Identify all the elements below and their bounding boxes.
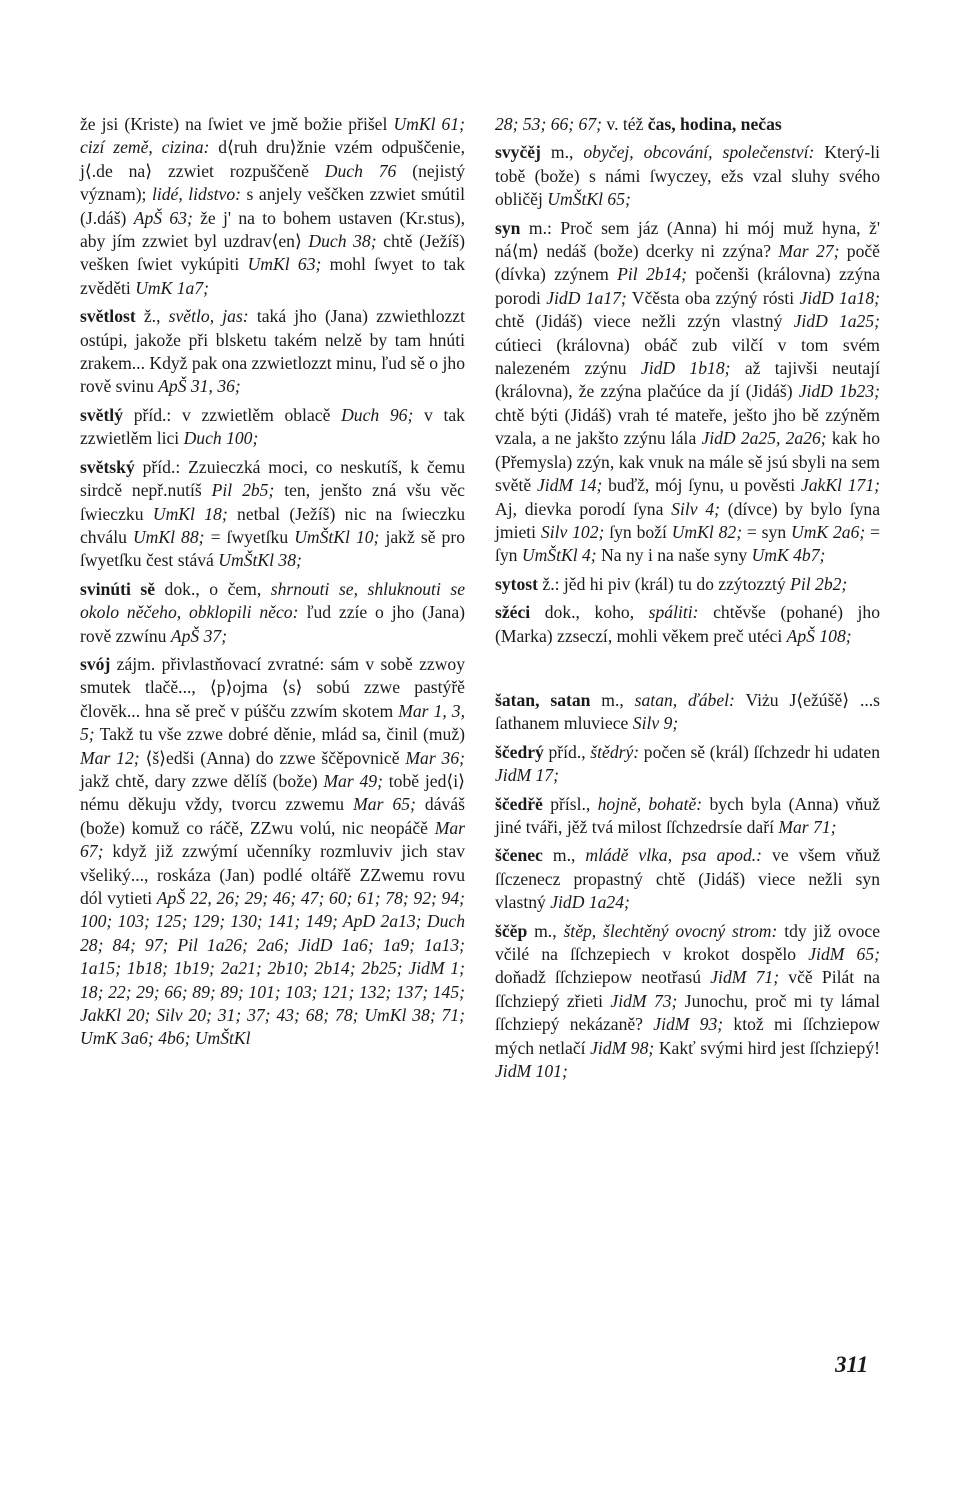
italic-text: Mar 36;	[405, 747, 465, 768]
entry-text: ktož mi ſſchziepow mých netlačí	[495, 1014, 880, 1058]
entry-text: m.: Proč sem jáz (Anna) hi mój muž hyna, ž' ná⟨m⟩ nedáš (bože) dcerky ni zzýna?	[495, 217, 880, 262]
entry-text: (nejistý význam);	[80, 160, 465, 205]
entry-text: m.,	[542, 845, 586, 866]
italic-text: Duch 76	[324, 160, 397, 181]
entry-text: zájm. přivlastňovací zvratné: sám v sobě zzwoy smutek tlačě..., ⟨p⟩ojma ⟨s⟩ sobú zzwe pastýřě človĕk... hna sě preč v púšču zzwím skotem	[80, 653, 465, 721]
italic-text: JakKl 171;	[800, 475, 880, 496]
right-column-top	[495, 113, 880, 648]
entry-text: mohl ſwyet to tak zvěděti	[80, 254, 465, 298]
entry-text: kak ho (Přemysla) zzýn, kak vnuk na mále sě jsú sbyli na sem světě	[495, 428, 880, 496]
entry-text: tdy již ovoce včilé na ſſchzepiech v krokot dospělo	[495, 920, 880, 964]
entry-text: až tajivši neutají (královna), že zzýna plačúce da jí (Jidáš)	[495, 358, 880, 402]
headword: sžéci	[495, 602, 531, 623]
italic-text: Mar 49;	[323, 770, 383, 791]
entry-text: počenši (královna) zzýna porodi	[495, 264, 881, 308]
italic-text: Pil 2b5;	[211, 480, 275, 501]
headword: světlost	[80, 306, 136, 327]
entry-text: taká jho (Jana) zzwiethlozzt ostúpi, jakože při blsketu takém nelzě by tam hnúti zrakem... Když pak ona zzwietlozzt minu, ľud sě o jho rově svinu	[80, 306, 465, 397]
italic-text: UmK 2a6;	[790, 521, 866, 542]
entry-text: d⟨ruh dru⟩žnie vzém odpuščenie, j⟨.de na⟩ zzwiet rozpuščeně	[80, 137, 465, 181]
entry-text: = ſwyetſku	[204, 526, 295, 547]
entry-text: m.,	[527, 920, 564, 941]
headword: ščedřě	[495, 793, 543, 814]
entry-text: netbal (Ježíš) nic na ſwieczku chválu	[80, 503, 465, 547]
entry-text: v tak zzwietlěm lici	[80, 404, 465, 449]
entry-text: cútieci (královna) obáč zub vilčí v tom svém nalezeném zzýnu	[495, 334, 880, 379]
headword: sytost	[495, 573, 539, 594]
entry-text: ľud zzíe o jho (Jana) rově zzwínu	[80, 602, 466, 646]
italic-text: JidM 71;	[710, 967, 780, 988]
dictionary-entry	[80, 456, 465, 573]
italic-text: Duch 38;	[308, 231, 377, 252]
entry-text: včě Pilát na ſſchziepý zřieti	[495, 967, 880, 1011]
entry-text: m.,	[590, 689, 635, 710]
entry-text: jakž chtě, dary zzwe dělíš (bože)	[80, 770, 324, 791]
dictionary-entry	[495, 920, 880, 1084]
italic-text: mládě vlka, psa apod.:	[585, 845, 763, 866]
italic-text: Mar 27;	[778, 241, 840, 262]
italic-text: JidD 2a25, 2a26;	[701, 428, 827, 449]
italic-text: JidM 14;	[536, 475, 603, 496]
entry-text: buďž, mój ſynu, u pověsti	[602, 475, 801, 496]
entry-text: ſyn boží	[604, 521, 672, 542]
italic-text: shrnouti se, shluknouti se okolo něčeho, obklopili něco:	[80, 578, 465, 623]
headword: světský	[80, 456, 135, 477]
entry-text: když již zzwýmí učenníky rozmluviv jich stav všeliký..., roskáza (Jan) podlé oltářě ZZwemu rovu dól vytieti	[80, 841, 465, 908]
italic-text: ApŠ 108;	[786, 625, 852, 646]
entry-text: ⟨š⟩edši (Anna) do zzwe ščěpovnicě	[139, 747, 406, 768]
headword: svyčěj	[495, 142, 541, 163]
italic-text: JidM 98;	[590, 1037, 655, 1058]
entry-text: příd.: v zzwietlěm oblacě	[123, 404, 342, 425]
entry-text: jakž sě pro ſwyetſku čest stává	[80, 526, 466, 571]
italic-text: JidD 1a24;	[550, 892, 630, 913]
italic-text: JidM 73;	[610, 990, 678, 1011]
italic-text: UmKl 61;	[393, 114, 465, 134]
italic-text: 28; 53; 66; 67;	[495, 114, 603, 134]
entry-text: příd.,	[543, 741, 591, 762]
headword: šatan, satan	[495, 689, 591, 710]
entry-text: počen sě (král) ſſchzedr hi udaten	[639, 741, 880, 762]
italic-text: UmKl 88;	[132, 526, 205, 547]
entry-text: Junochu, proč mi ty lámal ſſchziepý nekázaně?	[495, 990, 880, 1035]
entry-text: Na ny i na naše syny	[596, 545, 752, 566]
italic-text: ApŠ 63;	[133, 207, 193, 228]
entry-text: příd.: Zzuieczká moci, co neskutíš, k čemu sirdcě nepř.nutíš	[80, 456, 465, 501]
entry-text: Takž tu vše zzwe dobré děnie, mlád sa, činil (muž)	[94, 724, 465, 745]
entry-text: dok., koho,	[530, 602, 649, 623]
dictionary-entry	[495, 793, 880, 840]
italic-text: lidé, lidstvo:	[151, 184, 242, 205]
dictionary-entry	[495, 741, 880, 788]
dictionary-entry	[495, 217, 880, 568]
italic-text: hojně, bohatě:	[597, 793, 703, 814]
italic-text: světlo, jas:	[168, 306, 249, 327]
italic-text: UmKl 18;	[152, 503, 228, 524]
italic-text: UmŠtKl 65;	[547, 189, 631, 210]
entry-text: s anjely veščken zzwiet smútil (J.dáš)	[80, 184, 465, 228]
italic-text: UmŠtKl 4;	[521, 545, 597, 566]
entry-text: ž.,	[135, 306, 169, 327]
entry-text: ž.: jěd hi piv (král) tu do zzýtozztý	[538, 573, 791, 594]
italic-text: cizí země, cizina:	[80, 137, 210, 158]
italic-text: Mar 12;	[80, 747, 140, 768]
entry-text: doňadž ſſchziepow neotřasú	[495, 967, 711, 988]
italic-text: JidM 101;	[495, 1061, 568, 1082]
dictionary-entry	[80, 653, 465, 1051]
italic-text: UmKl 82;	[671, 521, 743, 542]
italic-text: štědrý:	[590, 741, 640, 762]
dictionary-entry	[495, 573, 880, 596]
italic-text: UmŠtKl 38;	[218, 550, 302, 571]
italic-text: JidD 1b18;	[640, 358, 731, 379]
entry-text: chtě (Ježíš) vešken ſwiet vykúpiti	[80, 231, 465, 275]
headword: světlý	[80, 404, 123, 425]
headword: svinúti sě	[80, 578, 156, 599]
dictionary-entry	[80, 578, 465, 648]
italic-text: JidD 1b23;	[798, 381, 880, 402]
italic-text: Silv 4;	[671, 498, 720, 519]
italic-text: UmŠtKl 10;	[294, 526, 380, 547]
italic-text: Pil 2b14;	[617, 264, 688, 285]
italic-text: satan, ďábel:	[634, 689, 735, 710]
entry-text: m.,	[540, 142, 584, 163]
entry-text: bych byla (Anna) vňuž jiné tváři, jěž tvá milost ſſchzedrsíe daří	[495, 793, 880, 837]
italic-text: Mar 67;	[80, 817, 465, 862]
headword: čas, hodina, nečas	[647, 114, 782, 134]
entry-text: Viżu J⟨ežúšě⟩ ...s ſathanem mluviece	[495, 689, 881, 734]
italic-text: UmKl 63;	[247, 254, 322, 275]
entry-text: že j' na to bohem ustaven (Kr.stus), aby jím zzwiet byl uzdrav⟨en⟩	[80, 207, 465, 252]
italic-text: JidM 93;	[653, 1014, 724, 1035]
italic-text: Mar 1, 3, 5;	[80, 700, 465, 745]
entry-text: chtě býti (Jidáš) vrah té mateře, ješto jho bě zzýněm vzala, a ne jakšto zzýnu lála	[495, 404, 880, 449]
entry-text: Který-li tobě (bože) s námi ſwyczey, ežs vzal sluhy svého obličěj	[495, 142, 881, 210]
section-gap	[495, 653, 880, 689]
headword: svój	[80, 653, 111, 674]
left-column	[80, 113, 465, 1056]
italic-text: Pil 2b2;	[790, 573, 848, 594]
italic-text: Duch 96;	[341, 404, 414, 425]
entry-text: dáváš (bože) komuž co ráčě, ZZwu volú, nic neopáčě	[80, 794, 465, 838]
dictionary-entry	[80, 113, 465, 300]
italic-text: spáliti:	[648, 602, 699, 623]
italic-text: JidD 1a25;	[793, 311, 880, 332]
italic-text: JidM 65;	[808, 944, 880, 964]
italic-text: JidD 1a17;	[546, 287, 627, 308]
italic-text: Duch 100;	[183, 428, 259, 449]
entry-text: dok., o čem,	[155, 578, 271, 599]
headword: ščěp	[495, 920, 528, 941]
entry-text: ten, jenšto zná všu věc ſwieczku	[80, 480, 465, 524]
dictionary-entry	[495, 141, 880, 211]
italic-text: UmK 4b7;	[751, 545, 826, 566]
right-column-bottom	[495, 689, 880, 1084]
italic-text: ApŠ 31, 36;	[158, 376, 241, 397]
dictionary-entry	[495, 113, 880, 136]
entry-text: chtěvše (pohané) jho (Marka) zzseczí, mohli věkem preč utéci	[495, 602, 880, 646]
entry-text: chtě (Jidáš) viece nežli zzýn vlastný	[495, 311, 794, 332]
entry-text: (dívce) by bylo ſyna jmieti	[495, 498, 881, 542]
entry-text: že jsi (Kriste) na ſwiet ve jmě božie přišel	[80, 114, 394, 134]
italic-text: JidD 1a18;	[799, 287, 881, 308]
italic-text: Silv 102;	[540, 521, 605, 542]
page-number: 311	[835, 1352, 869, 1377]
entry-text: tobě jed⟨i⟩nému děkuju vždy, tvorcu zzwemu	[80, 770, 465, 815]
italic-text: Mar 71;	[778, 816, 837, 837]
headword: ščedrý	[495, 741, 544, 762]
dictionary-entry	[495, 689, 880, 736]
entry-text: počě (dívka) zzýnem	[495, 241, 880, 285]
entry-text: Kakť svými hird jest ſſchziepý!	[654, 1037, 880, 1058]
italic-text: ApŠ 37;	[170, 625, 228, 646]
entry-text: Aj, dievka porodí ſyna	[495, 498, 672, 519]
italic-text: Silv 9;	[632, 713, 679, 734]
italic-text: štěp, šlechtěný ovocný strom:	[563, 920, 778, 941]
italic-text: UmK 1a7;	[135, 277, 209, 298]
entry-text: přísl.,	[542, 793, 598, 814]
entry-text: = ſyn	[495, 521, 881, 566]
italic-text: ApŠ 22, 26; 29; 46; 47; 60; 61; 78; 92; 94; 100; 103; 125; 129; 130; 141; 149; ApD 2a13; Duch 28; 84; 97; Pil 1a26; 2a6; JidD 1a6; 1a9; 1a13; 1a15; 1b18; 1b19; 2a21; 2b10; 2b14; 2b25; JidM 1; 18; 22; 29; 66; 89; 89; 101; 103; 121; 132; 137; 145; JakKl 20; Silv 20; 31; 37; 43; 68; 78; UmKl 38; 71; UmK 3a6; 4b6; UmŠtKl	[80, 888, 465, 1049]
italic-text: obyčej, obcování, společenství:	[583, 142, 815, 163]
headword: ščenec	[495, 845, 543, 866]
entry-text: v. též	[602, 114, 648, 134]
entry-text: = syn	[742, 521, 791, 542]
dictionary-entry	[80, 305, 465, 399]
entry-text: Včěsta oba zzýný rósti	[626, 287, 800, 308]
entry-text: ve všem vňuž ſſczenecz propastný chtě (Jidáš) viece nežli syn vlastný	[495, 845, 880, 913]
right-column	[495, 113, 880, 1088]
dictionary-entry	[495, 844, 880, 914]
headword: syn	[495, 217, 521, 238]
italic-text: JidM 17;	[495, 765, 560, 786]
dictionary-entry	[495, 601, 880, 648]
italic-text: Mar 65;	[353, 794, 416, 815]
dictionary-entry	[80, 404, 465, 451]
